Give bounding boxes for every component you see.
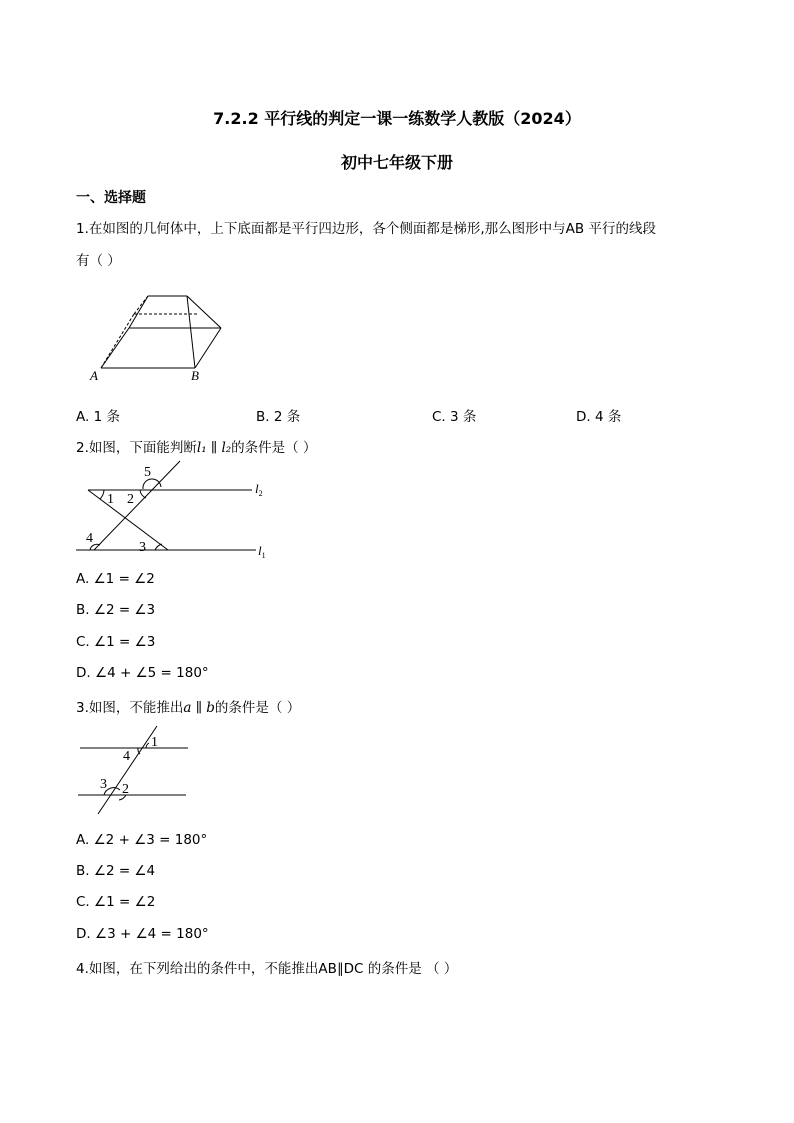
q3-text (76, 696, 300, 716)
q2-text-math: l₁ ∥ l₂ (196, 440, 232, 456)
q4-text: 4.如图，在下列给出的条件中，不能推出AB∥DC 的条件是 （ ） (76, 961, 458, 977)
q3-option-b[interactable]: B. ∠2 = ∠4 (76, 863, 156, 879)
q3-text-math: a ∥ b (183, 700, 215, 716)
q1-option-d[interactable]: D. 4 条 (576, 409, 622, 425)
q2-text-suffix: 的条件是（ ） (231, 440, 317, 456)
q3-option-c[interactable]: C. ∠1 = ∠2 (76, 894, 156, 910)
q2-option-b[interactable]: B. ∠2 = ∠3 (76, 602, 156, 618)
angle-label-3: 3 (139, 540, 146, 555)
q2-text (76, 436, 316, 456)
line-label-l1: $l_1$ (258, 543, 266, 560)
q2-figure (74, 460, 274, 564)
document-subtitle: 初中七年级下册 (340, 153, 453, 172)
q2-option-c[interactable]: C. ∠1 = ∠3 (76, 634, 156, 650)
q2-option-d[interactable]: D. ∠4 + ∠5 = 180° (76, 665, 209, 681)
line-label-l2: $l_2$ (255, 481, 263, 498)
angle-label-5: 5 (144, 465, 151, 480)
q3-figure (74, 722, 194, 818)
angle-label-3: 3 (100, 777, 107, 792)
q3-option-a[interactable]: A. ∠2 + ∠3 = 180° (76, 832, 208, 848)
angle-label-2: 2 (127, 492, 134, 507)
angle-label-1: 1 (107, 492, 114, 507)
q3-option-d[interactable]: D. ∠3 + ∠4 = 180° (76, 926, 209, 942)
q1-option-a[interactable]: A. 1 条 (76, 409, 120, 425)
angle-label-2: 2 (122, 782, 129, 797)
section-heading: 一、选择题 (76, 190, 146, 206)
q1-text-line1: 1.在如图的几何体中，上下底面都是平行四边形，各个侧面都是梯形,那么图形中与AB 平行的线段 (76, 221, 656, 237)
q3-text-suffix: 的条件是（ ） (214, 700, 301, 716)
q2-option-a[interactable]: A. ∠1 = ∠2 (76, 571, 155, 587)
angle-label-4: 4 (123, 749, 130, 764)
label-b: B (191, 368, 199, 383)
q3-text-prefix: 3.如图，不能推出 (76, 700, 184, 716)
q1-option-c[interactable]: C. 3 条 (432, 409, 477, 425)
angle-label-1: 1 (151, 735, 158, 750)
q1-option-b[interactable]: B. 2 条 (256, 409, 301, 425)
angle-label-4: 4 (86, 531, 93, 546)
q1-figure (88, 290, 228, 386)
q1-text-line2: 有（ ） (76, 253, 121, 269)
document-title: 7.2.2 平行线的判定一课一练数学人教版（2024） (213, 109, 581, 128)
q2-text-prefix: 2.如图，下面能判断 (76, 440, 197, 456)
label-a: A (90, 368, 98, 383)
